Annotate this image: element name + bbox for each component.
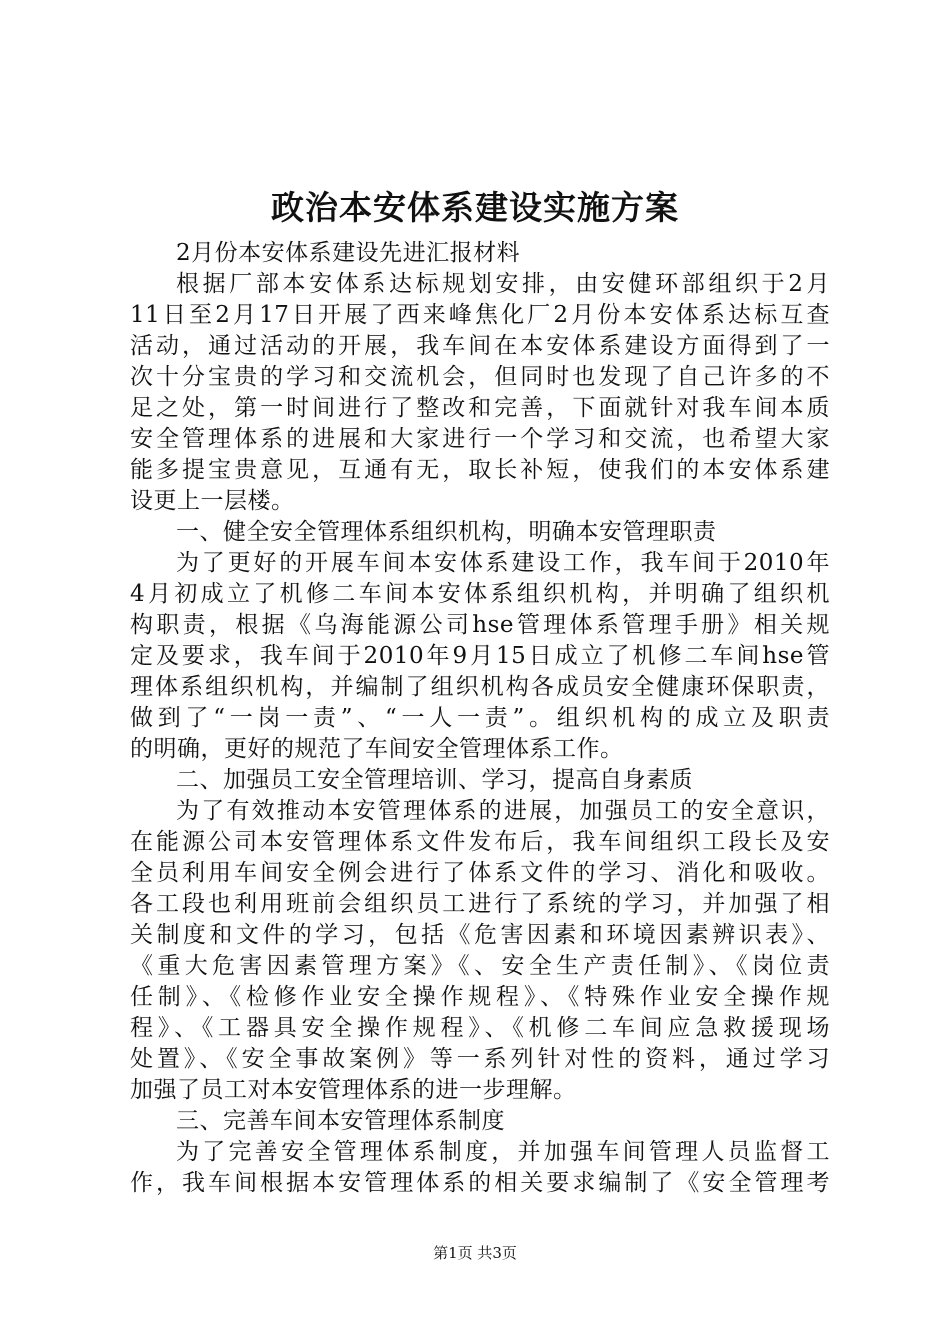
paragraph-line: 构职责，根据《乌海能源公司hse管理体系管理手册》相关规 xyxy=(130,612,830,638)
paragraph-line: 的明确，更好的规范了车间安全管理体系工作。 xyxy=(130,736,624,762)
document-title: 政治本安体系建设实施方案 xyxy=(271,188,679,227)
paragraph-line: 加强了员工对本安管理体系的进一步理解。 xyxy=(130,1077,577,1103)
paragraph-line: 在能源公司本安管理体系文件发布后，我车间组织工段长及安 xyxy=(130,829,830,855)
paragraph-line: 活动，通过活动的开展，我车间在本安体系建设方面得到了一 xyxy=(130,333,830,359)
paragraph-line: 全员利用车间安全例会进行了体系文件的学习、消化和吸收。 xyxy=(130,860,830,886)
section-heading-2: 二、加强员工安全管理培训、学习，提高自身素质 xyxy=(176,767,693,793)
paragraph-line: 定及要求，我车间于2010年9月15日成立了机修二车间hse管 xyxy=(130,643,830,669)
paragraph-line: 4月初成立了机修二车间本安体系组织机构，并明确了组织机 xyxy=(130,581,830,607)
section-heading-report: 2月份本安体系建设先进汇报材料 xyxy=(176,240,521,266)
section-heading-1: 一、健全安全管理体系组织机构，明确本安管理职责 xyxy=(176,519,717,545)
paragraph-line: 安全管理体系的进展和大家进行一个学习和交流，也希望大家 xyxy=(130,426,830,452)
paragraph-line: 《重大危害因素管理方案》《、安全生产责任制》、《岗位责 xyxy=(130,953,830,979)
paragraph-line: 根据厂部本安体系达标规划安排，由安健环部组织于2月 xyxy=(176,271,830,297)
paragraph-line: 为了更好的开展车间本安体系建设工作，我车间于2010年 xyxy=(176,550,830,576)
paragraph-line: 理体系组织机构，并编制了组织机构各成员安全健康环保职责， xyxy=(130,674,830,700)
paragraph-line: 程》、《工器具安全操作规程》、《机修二车间应急救援现场 xyxy=(130,1015,830,1041)
paragraph-line: 能多提宝贵意见，互通有无，取长补短，使我们的本安体系建 xyxy=(130,457,830,483)
page-footer: 第1页 共3页 xyxy=(433,1244,517,1262)
paragraph-line: 任制》、《检修作业安全操作规程》、《特殊作业安全操作规 xyxy=(130,984,830,1010)
paragraph-line: 设更上一层楼。 xyxy=(130,488,295,514)
section-heading-3: 三、完善车间本安管理体系制度 xyxy=(176,1108,505,1134)
paragraph-line: 各工段也利用班前会组织员工进行了系统的学习，并加强了相 xyxy=(130,891,830,917)
document-body xyxy=(130,238,830,1199)
paragraph-line: 11日至2月17日开展了西来峰焦化厂2月份本安体系达标互查 xyxy=(130,302,830,328)
paragraph-line: 为了完善安全管理体系制度，并加强车间管理人员监督工 xyxy=(176,1139,830,1165)
paragraph-line: 做到了“一岗一责”、“一人一责”。组织机构的成立及职责 xyxy=(130,705,830,731)
paragraph-line: 足之处，第一时间进行了整改和完善，下面就针对我车间本质 xyxy=(130,395,830,421)
paragraph-line: 为了有效推动本安管理体系的进展，加强员工的安全意识， xyxy=(176,798,830,824)
paragraph-line: 处置》、《安全事故案例》等一系列针对性的资料，通过学习 xyxy=(130,1046,830,1072)
paragraph-line: 作，我车间根据本安管理体系的相关要求编制了《安全管理考 xyxy=(130,1170,830,1196)
paragraph-line: 关制度和文件的学习，包括《危害因素和环境因素辨识表》、 xyxy=(130,922,830,948)
paragraph-line: 次十分宝贵的学习和交流机会，但同时也发现了自己许多的不 xyxy=(130,364,830,390)
